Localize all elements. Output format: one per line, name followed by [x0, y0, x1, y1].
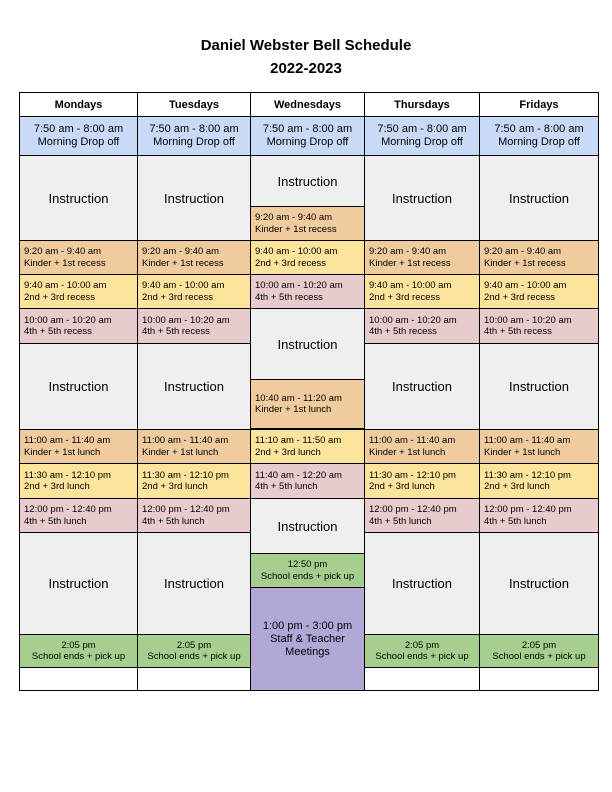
instruction-cell: Instruction: [19, 532, 138, 635]
fourth-recess-cell: [364, 308, 480, 344]
dismissal-label: School ends + pick up: [375, 651, 469, 662]
fourth-lunch-cell: [250, 463, 365, 499]
kinder-lunch-label: Kinder + 1st lunch: [484, 446, 561, 458]
kinder-recess-time: 9:20 am - 9:40 am: [142, 246, 220, 257]
dismissal-time: 2:05 pm: [61, 639, 96, 651]
early-dismissal-time: 12:50 pm: [287, 559, 328, 570]
fourth-lunch-cell: [19, 498, 138, 533]
fourth-lunch-cell: [479, 498, 599, 533]
drop-off-time: 7:50 am - 8:00 am: [377, 123, 467, 135]
fourth-lunch-label: 4th + 5th lunch: [24, 515, 87, 527]
instruction-cell: Instruction: [19, 343, 138, 430]
day-header: Mondays: [19, 92, 138, 117]
dismissal-cell: [137, 634, 251, 668]
second-recess-cell: [479, 274, 599, 309]
schedule-table: [19, 92, 599, 691]
kinder-recess-cell: [479, 240, 599, 275]
kinder-recess-label: Kinder + 1st recess: [255, 223, 337, 235]
second-recess-time: 9:40 am - 10:00 am: [255, 246, 338, 257]
fourth-lunch-label: 4th + 5th lunch: [484, 515, 547, 527]
dismissal-label: School ends + pick up: [147, 651, 241, 662]
instruction-cell: Instruction: [479, 343, 599, 430]
kinder-recess-label: Kinder + 1st recess: [142, 257, 224, 269]
kinder-recess-cell: [364, 240, 480, 275]
kinder-recess-cell: [250, 206, 365, 241]
instruction-cell: Instruction: [364, 532, 480, 635]
second-lunch-time: 11:10 am - 11:50 am: [255, 435, 342, 446]
second-lunch-label: 2nd + 3rd lunch: [484, 481, 550, 492]
kinder-lunch-time: 11:00 am - 11:40 am: [142, 435, 229, 446]
kinder-lunch-cell: [19, 429, 138, 464]
instruction-cell: Instruction: [19, 155, 138, 241]
drop-off-time: 7:50 am - 8:00 am: [149, 123, 239, 135]
kinder-recess-label: Kinder + 1st recess: [24, 257, 106, 269]
dismissal-label: School ends + pick up: [31, 651, 126, 662]
kinder-lunch-label: Kinder + 1st lunch: [24, 446, 101, 458]
day-header: Thursdays: [364, 92, 480, 117]
dismissal-label: School ends + pick up: [492, 651, 586, 662]
second-lunch-time: 11:30 am - 12:10 pm: [142, 469, 229, 481]
kinder-recess-label: Kinder + 1st recess: [484, 257, 566, 269]
empty-cell: [364, 667, 480, 691]
column-thursdays: [364, 92, 480, 691]
kinder-lunch-label: Kinder + 1st lunch: [369, 446, 446, 458]
second-recess-cell: [19, 274, 138, 309]
early-dismissal-label: School ends + pick up: [260, 570, 355, 582]
kinder-recess-cell: [19, 240, 138, 275]
drop-off-label: Morning Drop off: [381, 136, 463, 148]
second-recess-cell: [364, 274, 480, 309]
second-lunch-cell: [364, 463, 480, 499]
instruction-cell: Instruction: [250, 308, 365, 380]
staff-meeting-cell: [250, 587, 365, 691]
dismissal-cell: [364, 634, 480, 668]
fourth-lunch-time: 11:40 am - 12:20 am: [255, 469, 342, 481]
kinder-recess-label: Kinder + 1st recess: [369, 257, 451, 269]
empty-cell: [19, 667, 138, 691]
kinder-lunch-time: 10:40 am - 11:20 am: [255, 392, 342, 404]
instruction-cell: Instruction: [364, 155, 480, 241]
schedule-year: 2022-2023: [270, 60, 342, 77]
drop-off-cell: [137, 116, 251, 156]
instruction-cell: Instruction: [137, 155, 251, 241]
early-dismissal-cell: [250, 553, 365, 588]
kinder-recess-time: 9:20 am - 9:40 am: [484, 246, 562, 257]
fourth-lunch-cell: [137, 498, 251, 533]
kinder-recess-time: 9:20 am - 9:40 am: [255, 212, 333, 223]
second-lunch-time: 11:30 am - 12:10 pm: [484, 469, 571, 481]
dismissal-cell: [479, 634, 599, 668]
kinder-lunch-cell: [137, 429, 251, 464]
second-lunch-cell: [479, 463, 599, 499]
second-lunch-label: 2nd + 3rd lunch: [255, 446, 321, 458]
second-lunch-label: 2nd + 3rd lunch: [369, 481, 435, 492]
second-recess-label: 2nd + 3rd recess: [484, 291, 556, 303]
drop-off-time: 7:50 am - 8:00 am: [262, 123, 353, 135]
column-tuesdays: [137, 92, 251, 691]
fourth-recess-cell: [19, 308, 138, 344]
second-recess-label: 2nd + 3rd recess: [142, 291, 214, 303]
fourth-recess-time: 10:00 am - 10:20 am: [255, 280, 343, 291]
second-recess-label: 2nd + 3rd recess: [255, 257, 327, 269]
column-mondays: [19, 92, 138, 691]
fourth-recess-cell: [479, 308, 599, 344]
kinder-lunch-time: 11:00 am - 11:40 am: [369, 435, 456, 446]
drop-off-label: Morning Drop off: [37, 136, 120, 148]
kinder-recess-time: 9:20 am - 9:40 am: [24, 246, 102, 257]
fourth-recess-label: 4th + 5th recess: [142, 326, 210, 337]
drop-off-cell: [479, 116, 599, 156]
drop-off-label: Morning Drop off: [153, 136, 235, 148]
fourth-recess-time: 10:00 am - 10:20 am: [369, 314, 457, 326]
second-lunch-time: 11:30 am - 12:10 pm: [24, 469, 111, 481]
drop-off-label: Morning Drop off: [498, 136, 580, 148]
fourth-recess-label: 4th + 5th recess: [24, 326, 92, 337]
kinder-lunch-cell: [364, 429, 480, 464]
day-header: Fridays: [479, 92, 599, 117]
instruction-cell: Instruction: [364, 343, 480, 430]
dismissal-time: 2:05 pm: [176, 639, 212, 651]
kinder-recess-cell: [137, 240, 251, 275]
kinder-lunch-time: 11:00 am - 11:40 am: [24, 435, 111, 446]
fourth-lunch-time: 12:00 pm - 12:40 pm: [24, 504, 112, 515]
drop-off-cell: [19, 116, 138, 156]
second-recess-time: 9:40 am - 10:00 am: [484, 280, 567, 291]
instruction-cell: Instruction: [250, 498, 365, 554]
fourth-recess-label: 4th + 5th recess: [484, 326, 552, 337]
schedule-title: Daniel Webster Bell Schedule: [200, 37, 412, 54]
fourth-recess-cell: [250, 274, 365, 309]
fourth-lunch-time: 12:00 pm - 12:40 pm: [142, 504, 230, 515]
second-lunch-cell: [250, 429, 365, 464]
staff-meeting-label: Staff & Teacher Meetings: [270, 633, 345, 658]
fourth-recess-time: 10:00 am - 10:20 am: [24, 314, 112, 326]
fourth-lunch-cell: [364, 498, 480, 533]
second-lunch-time: 11:30 am - 12:10 pm: [369, 469, 456, 481]
fourth-recess-label: 4th + 5th recess: [255, 291, 323, 303]
fourth-lunch-time: 12:00 pm - 12:40 pm: [369, 504, 457, 515]
kinder-recess-time: 9:20 am - 9:40 am: [369, 246, 447, 257]
dismissal-cell: [19, 634, 138, 668]
second-recess-label: 2nd + 3rd recess: [369, 291, 441, 303]
fourth-recess-label: 4th + 5th recess: [369, 326, 437, 337]
second-recess-label: 2nd + 3rd recess: [24, 291, 96, 303]
second-lunch-label: 2nd + 3rd lunch: [24, 481, 90, 492]
instruction-cell: Instruction: [137, 532, 251, 635]
empty-cell: [479, 667, 599, 691]
second-recess-cell: [250, 240, 365, 275]
fourth-lunch-time: 12:00 pm - 12:40 pm: [484, 504, 572, 515]
instruction-cell: Instruction: [479, 155, 599, 241]
kinder-lunch-label: Kinder + 1st lunch: [255, 404, 332, 415]
kinder-lunch-time: 11:00 am - 11:40 am: [484, 435, 571, 446]
second-recess-time: 9:40 am - 10:00 am: [369, 280, 452, 291]
instruction-cell: Instruction: [137, 343, 251, 430]
kinder-lunch-label: Kinder + 1st lunch: [142, 446, 219, 458]
dismissal-time: 2:05 pm: [404, 639, 440, 651]
dismissal-time: 2:05 pm: [521, 639, 557, 651]
instruction-cell: Instruction: [479, 532, 599, 635]
second-lunch-cell: [137, 463, 251, 499]
second-lunch-label: 2nd + 3rd lunch: [142, 481, 208, 492]
fourth-recess-cell: [137, 308, 251, 344]
drop-off-time: 7:50 am - 8:00 am: [33, 123, 124, 135]
column-fridays: [479, 92, 599, 691]
kinder-lunch-cell: [479, 429, 599, 464]
drop-off-time: 7:50 am - 8:00 am: [494, 123, 584, 135]
second-recess-cell: [137, 274, 251, 309]
fourth-lunch-label: 4th + 5th lunch: [255, 481, 318, 492]
column-wednesdays: [250, 92, 365, 691]
second-recess-time: 9:40 am - 10:00 am: [24, 280, 107, 291]
kinder-lunch-cell: [250, 379, 365, 429]
day-header: Wednesdays: [250, 92, 365, 117]
fourth-lunch-label: 4th + 5th lunch: [142, 515, 205, 527]
empty-cell: [137, 667, 251, 691]
day-header: Tuesdays: [137, 92, 251, 117]
fourth-recess-time: 10:00 am - 10:20 am: [484, 314, 572, 326]
staff-meeting-time: 1:00 pm - 3:00 pm: [262, 620, 353, 632]
fourth-recess-time: 10:00 am - 10:20 am: [142, 314, 230, 326]
drop-off-label: Morning Drop off: [266, 136, 349, 148]
drop-off-cell: [250, 116, 365, 156]
fourth-lunch-label: 4th + 5th lunch: [369, 515, 432, 527]
second-recess-time: 9:40 am - 10:00 am: [142, 280, 225, 291]
instruction-cell: Instruction: [250, 155, 365, 207]
second-lunch-cell: [19, 463, 138, 499]
drop-off-cell: [364, 116, 480, 156]
